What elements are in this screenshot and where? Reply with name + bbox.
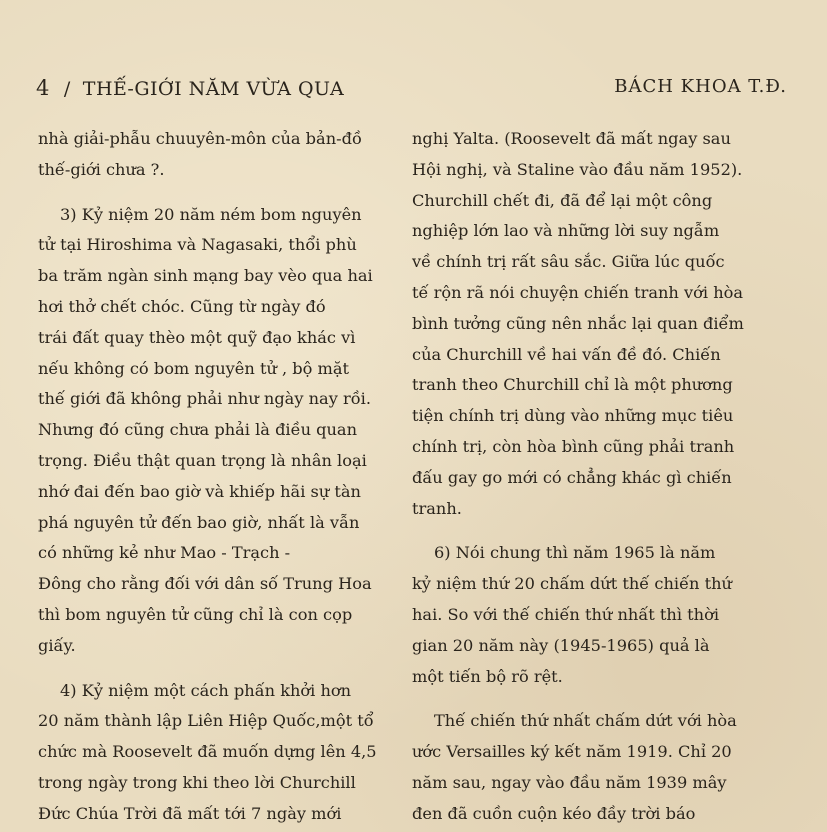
text-line: Hội nghị, và Staline vào đầu năm 1952). <box>412 159 743 179</box>
text-line: hai. So với thế chiến thứ nhất thì thời <box>412 604 720 624</box>
text-line: nghị Yalta. (Roosevelt đã mất ngay sau <box>412 129 731 148</box>
section-title: THẾ-GIỚI NĂM VỪA QUA <box>82 78 345 100</box>
text-line: thế-giới chưa ?. <box>38 159 165 179</box>
running-head-left <box>36 76 344 100</box>
paragraph-versailles <box>412 706 758 829</box>
text-line: 3) Kỷ niệm 20 năm ném bom nguyên <box>60 204 362 224</box>
text-line: tế rộn rã nói chuyện chiến tranh với hòa <box>412 282 744 302</box>
text-line: phá nguyên tử đến bao giờ, nhất là vẫn <box>38 512 360 532</box>
left-column <box>38 124 384 830</box>
publication-name: BÁCH KHOA T.Đ. <box>614 76 787 97</box>
page-number: 4 <box>36 76 50 100</box>
text-line: tử tại Hiroshima và Nagasaki, thổi phù <box>38 235 357 255</box>
text-line: chính trị, còn hòa bình cũng phải tranh <box>412 436 735 456</box>
text-line: trái đất quay thèo một quỹ đạo khác vì <box>38 327 356 347</box>
text-line: năm sau, ngay vào đầu năm 1939 mây <box>412 772 727 792</box>
text-line: nhớ đai đến bao giờ và khiếp hãi sự tàn <box>38 481 361 501</box>
text-line: đấu gay go mới có chẳng khác gì chiến <box>412 467 732 487</box>
text-line: nếu không có bom nguyên tử , bộ mặt <box>38 358 350 378</box>
text-line: có những kẻ như Mao - Trạch - <box>38 543 291 563</box>
right-column <box>412 124 758 830</box>
text-line: giấy. <box>38 635 76 655</box>
text-line: gian 20 năm này (1945-1965) quả là <box>412 635 710 655</box>
paragraph-yalta-churchill <box>412 124 758 524</box>
text-line: tranh theo Churchill chỉ là một phương <box>412 375 733 395</box>
text-line: trong ngày trong khi theo lời Churchill <box>38 772 356 792</box>
text-line: Churchill chết đi, đã để lại một công <box>412 190 713 210</box>
text-line: một tiến bộ rõ rệt. <box>412 666 563 686</box>
header-separator: / <box>63 78 71 100</box>
text-line: Nhưng đó cũng chưa phải là điều quan <box>38 420 358 440</box>
text-line: nhà giải-phẫu chuuyên-môn của bản-đồ <box>38 129 362 148</box>
text-line: Đức Chúa Trời đã mất tới 7 ngày mới <box>38 803 342 823</box>
text-line: ước Versailles ký kết năm 1919. Chỉ 20 <box>412 742 732 762</box>
text-line: thì bom nguyên tử cũng chỉ là con cọp <box>38 604 353 624</box>
text-line: Thế chiến thứ nhất chấm dứt với hòa <box>434 711 737 731</box>
paragraph-item-4 <box>38 676 384 830</box>
text-line: hơi thở chết chóc. Cũng từ ngày đó <box>38 296 326 316</box>
text-line: bình tưởng cũng nên nhắc lại quan điểm <box>412 313 744 333</box>
text-line: tiện chính trị dùng vào những mục tiêu <box>412 406 734 426</box>
text-line: trọng. Điều thật quan trọng là nhân loại <box>38 450 367 470</box>
paragraph-item-6 <box>412 538 758 692</box>
text-line: của Churchill về hai vấn đề đó. Chiến <box>412 344 721 364</box>
text-line: Đông cho rằng đối với dân số Trung Hoa <box>38 574 372 594</box>
paragraph-continuation <box>38 124 384 186</box>
text-line: nghiệp lớn lao và những lời suy ngẫm <box>412 221 720 241</box>
text-line: chức mà Roosevelt đã muốn dựng lên 4,5 <box>38 742 377 762</box>
text-line: 4) Kỷ niệm một cách phấn khởi hơn <box>60 680 352 700</box>
text-line: 20 năm thành lập Liên Hiệp Quốc,một tổ <box>38 711 374 731</box>
text-line: thế giới đã không phải như ngày nay rồi. <box>38 389 371 409</box>
paragraph-item-3 <box>38 200 384 662</box>
text-line: 6) Nói chung thì năm 1965 là năm <box>434 543 716 563</box>
text-line: đen đã cuồn cuộn kéo đầy trời báo <box>412 803 696 823</box>
page-header <box>36 76 787 106</box>
text-line: kỷ niệm thứ 20 chấm dứt thế chiến thứ <box>412 574 732 594</box>
text-line: tranh. <box>412 498 462 518</box>
text-line: ba trăm ngàn sinh mạng bay vèo qua hai <box>38 266 373 286</box>
text-line: về chính trị rất sâu sắc. Giữa lúc quốc <box>412 252 725 272</box>
